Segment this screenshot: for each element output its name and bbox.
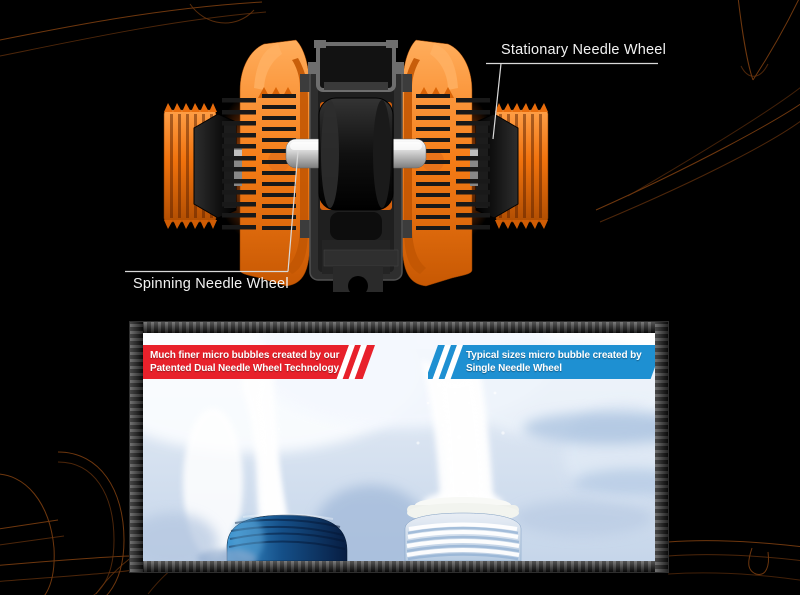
red-banner-line2: Patented Dual Needle Wheel Technology: [150, 363, 339, 374]
frame-edge-top: [130, 322, 668, 333]
red-banner: [143, 345, 389, 379]
red-banner-text: [150, 349, 339, 375]
motor-rotor: [319, 98, 393, 210]
blue-banner-line1: Typical sizes micro bubble created by: [466, 350, 642, 361]
pump-cutaway-diagram: [158, 28, 554, 298]
blue-banner-text: [466, 349, 642, 375]
label-stationary-needle-wheel: Stationary Needle Wheel: [501, 42, 666, 58]
single-needle-wheel-device: [405, 491, 521, 561]
blue-banner: [428, 345, 655, 379]
red-banner-line1: Much finer micro bubbles created by our: [150, 350, 340, 361]
blue-banner-line2: Single Needle Wheel: [466, 363, 562, 374]
frame-edge-right: [655, 322, 668, 572]
label-spinning-needle-wheel: Spinning Needle Wheel: [133, 276, 289, 292]
frame-edge-left: [130, 322, 143, 572]
frame-edge-bottom: [130, 561, 668, 572]
